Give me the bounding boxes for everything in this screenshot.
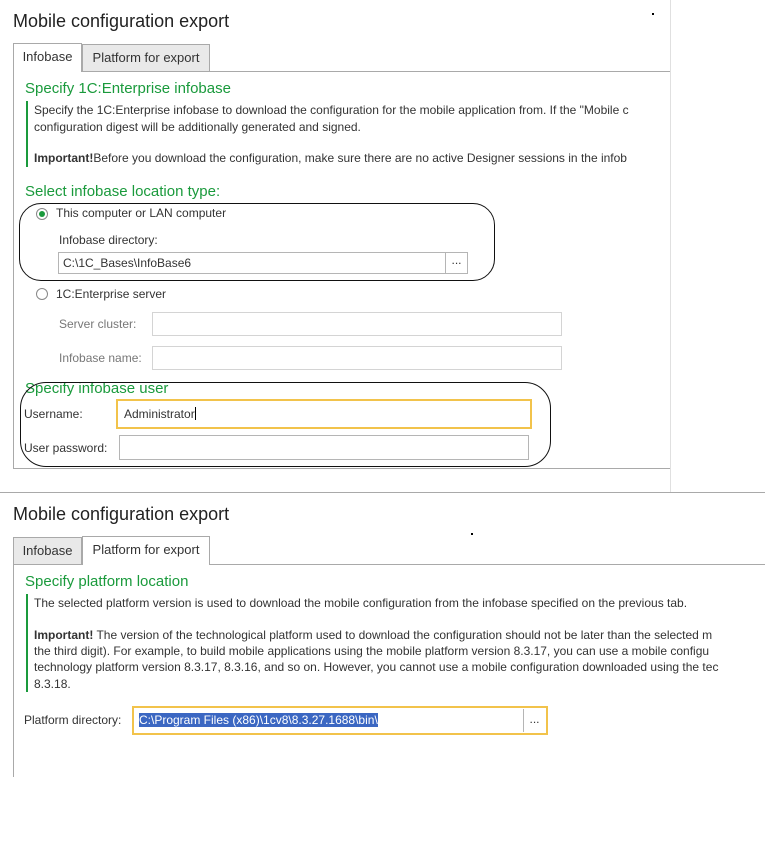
tab-platform-for-export[interactable]: Platform for export (82, 536, 210, 565)
password-label: User password: (24, 441, 108, 455)
platform-directory-input[interactable] (132, 706, 548, 735)
radio-enterprise-server[interactable] (36, 288, 48, 300)
platform-important-line4: 8.3.18. (34, 677, 71, 691)
infobase-description-line1: Specify the 1C:Enterprise infobase to download the configuration for the mobile application from. If the "Mobile c (34, 103, 629, 117)
tab-infobase[interactable]: Infobase (13, 43, 82, 72)
bottom-dialog (0, 493, 765, 783)
platform-directory-label: Platform directory: (24, 713, 122, 727)
panel-gap (671, 0, 765, 492)
username-input[interactable] (116, 399, 532, 429)
artifact-dot (652, 13, 654, 15)
radio-enterprise-server-label[interactable]: 1C:Enterprise server (56, 287, 167, 301)
top-dialog (0, 0, 671, 470)
text-caret (195, 407, 196, 420)
content-border (13, 564, 14, 777)
radio-this-computer-label[interactable]: This computer or LAN computer (56, 206, 227, 220)
tabbar-line (13, 71, 671, 72)
platform-important-line2: the third digit). For example, to build mobile applications using the mobile platform version 8.3.17, you can use a mobile configu (34, 644, 710, 658)
important-text: The version of the technological platform used to download the configuration should not be later than the selected m (93, 628, 713, 642)
radio-this-computer[interactable] (36, 208, 48, 220)
artifact-dot (471, 533, 473, 535)
infobase-name-label: Infobase name: (59, 351, 142, 365)
important-text: Before you download the configuration, make sure there are no active Designer sessions in the infob (93, 151, 627, 165)
infobase-description-line2: configuration digest will be additionally generated and signed. (34, 120, 361, 134)
content-bottom-border (13, 468, 671, 469)
infobase-directory-select-button[interactable]: ... (445, 253, 467, 273)
content-border (13, 71, 14, 469)
important-label: Important! (34, 151, 94, 165)
platform-important-line3: technology platform version 8.3.17, 8.3.16, and so on. However, you cannot use a mobile configuration downloaded using the tec (34, 660, 719, 674)
section-title-location: Select infobase location type: (25, 183, 221, 200)
username-value: Administrator (124, 407, 195, 421)
infobase-directory-input[interactable] (58, 252, 468, 274)
platform-description: The selected platform version is used to download the mobile configuration from the infobase specified on the previous tab. (34, 596, 688, 610)
section-title-platform: Specify platform location (25, 573, 189, 590)
server-cluster-input[interactable] (152, 312, 562, 336)
dialog-title: Mobile configuration export (13, 504, 230, 524)
important-note (34, 151, 627, 165)
platform-important-line1 (34, 628, 712, 642)
section-title-user: Specify infobase user (25, 380, 169, 397)
platform-directory-value: C:\Program Files (x86)\1cv8\8.3.27.1688\bin\ (139, 713, 378, 727)
section-bar (26, 101, 28, 167)
username-label: Username: (24, 407, 83, 421)
dialog-title: Mobile configuration export (13, 11, 230, 31)
tab-infobase[interactable]: Infobase (13, 537, 82, 564)
platform-directory-select-button[interactable]: ... (523, 709, 545, 732)
password-input[interactable] (119, 435, 529, 460)
top-panel-right-edge (670, 0, 671, 492)
infobase-name-input[interactable] (152, 346, 562, 370)
important-label: Important! (34, 628, 94, 642)
section-title-infobase: Specify 1C:Enterprise infobase (25, 80, 231, 97)
tab-platform-for-export[interactable]: Platform for export (82, 44, 210, 71)
infobase-directory-value: C:\1C_Bases\InfoBase6 (63, 256, 192, 270)
section-bar (26, 594, 28, 692)
infobase-directory-label: Infobase directory: (59, 233, 158, 247)
server-cluster-label: Server cluster: (59, 317, 137, 331)
